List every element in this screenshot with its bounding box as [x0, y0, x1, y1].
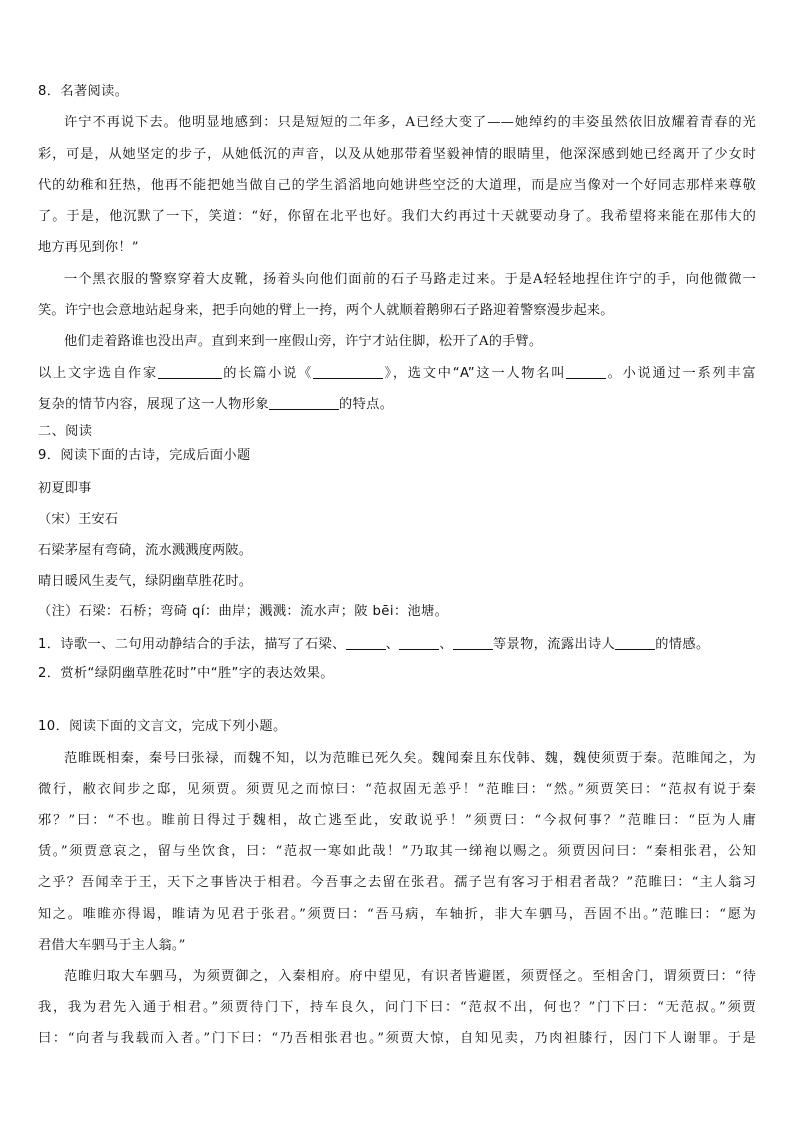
q9-sub1-text: 的情感。 — [655, 637, 710, 652]
q9-heading: 9．阅读下面的古诗，完成后面小题 — [38, 448, 251, 463]
q8-q-text: 复杂的情节内容，展现了这一人物形象 — [38, 397, 269, 412]
poem-line: 晴日暖风生麦气，绿阴幽草胜花时。 — [38, 574, 253, 589]
poem-note: （注）石梁：石桥；弯碕 qí：曲岸；溅溅：流水声；陂 bēi：池塘。 — [38, 604, 449, 619]
q10-p1-line: 君借大车驷马于主人翁。” — [38, 938, 186, 953]
section-heading: 二、阅读 — [38, 424, 93, 439]
q8-q-text: 》，选文中“A”这一人物名叫 — [383, 366, 567, 381]
q8-q-text: 以上文字选自作家 — [38, 366, 158, 381]
q10-p2-line: 我，我为君先入通于相君。”须贾待门下，持车良久，问门下曰：“范叔不出，何也？”门下曰：“无范叔。”须贾 — [38, 1000, 756, 1015]
q9-sub1-text: 、 — [385, 637, 400, 652]
answer-blank-scene[interactable] — [346, 636, 386, 650]
q10-p1-line: 邪？”曰：“不也。睢前日得过于魏相，故亡逃至此，安敢说乎！”须贾曰：“今叔何事？”范睢曰：“臣为人庸 — [38, 813, 756, 828]
q8-p1-line: 彩，可是，从她坚定的步子，从她低沉的声音，以及从她那带着坚毅神情的眼睛里，他深深感到她已经离开了少女时 — [38, 147, 756, 162]
q8-q-text: 的特点。 — [339, 397, 394, 412]
q8-heading: 8．名著阅读。 — [38, 84, 129, 99]
q8-q-text: 。小说通过一系列丰富 — [606, 366, 756, 381]
q8-question-line1 — [38, 365, 756, 382]
q8-question-line2 — [38, 396, 756, 413]
q8-p1-line: 地方再见到你！” — [38, 240, 139, 255]
q10-p1-line: 范睢既相秦，秦号曰张禄，而魏不知，以为范睢已死久矣。魏闻秦且东伐韩、魏，魏使须贾于秦。范睢闻之，为 — [64, 751, 756, 766]
q8-p2-line: 一个黑衣服的警察穿着大皮靴，扬着头向他们面前的石子马路走过来。于是A轻轻地捏住许宁的手，向他微微一 — [64, 272, 756, 287]
q8-p2-line: 笑。许宁也会意地站起身来，把手向她的臂上一挎，两个人就顺着鹅卵石子路迎着警察漫步起来。 — [38, 303, 614, 318]
poem-title: 初夏即事 — [38, 481, 92, 496]
q10-p1-line: 赁。”须贾意哀之，留与坐饮食，曰：“范叔一寒如此哉！”乃取其一绨袍以赐之。须贾因问曰：“秦相张君，公知 — [38, 844, 756, 859]
poem-line: 石梁茅屋有弯碕，流水溅溅度两陂。 — [38, 543, 253, 558]
q9-sub1-text: 1．诗歌一、二句用动静结合的手法，描写了石梁、 — [38, 637, 346, 652]
answer-blank-author[interactable] — [158, 365, 222, 379]
answer-blank-trait[interactable] — [269, 396, 339, 410]
q10-p2-line: 曰：“向者与我载而入者。”门下曰：“乃吾相张君也。”须贾大惊，自知见卖，乃肉袒膝行，因门下人谢罪。于是 — [38, 1031, 756, 1046]
q9-sub1-text: 等景物，流露出诗人 — [492, 637, 616, 652]
q10-p1-line: 微行，敝衣间步之邸，见须贾。须贾见之而惊曰：“范叔固无恙乎！”范睢曰：“然。”须贾笑曰：“范叔有说于秦 — [38, 782, 756, 797]
q9-sub2: 2．赏析“绿阴幽草胜花时”中“胜”字的表达效果。 — [38, 666, 334, 681]
q8-p1-line: 许宁不再说下去。他明显地感到：只是短短的二年多，A已经大变了——她绰约的丰姿虽然依旧放耀着青春的光 — [64, 115, 756, 130]
answer-blank-scene[interactable] — [399, 636, 439, 650]
q10-p1-line: 知之。唯睢亦得谒，睢请为见君于张君。”须贾曰：“吾马病，车轴折，非大车驷马，吾固不出。”范睢曰：“愿为 — [38, 907, 756, 922]
q8-p1-line: 了。于是，他沉默了一下，笑道：“好，你留在北平也好。我们大约再过十天就要动身了。我希望将来能在那伟大的 — [38, 209, 756, 224]
q10-p1-line: 之乎？吾闻幸于王，天下之事皆决于相君。今吾事之去留在张君。孺子岂有客习于相君者哉？”范睢曰：“主人翁习 — [38, 875, 756, 890]
q10-p2-line: 范睢归取大车驷马，为须贾御之，入秦相府。府中望见，有识者皆避匿，须贾怪之。至相舍门，谓须贾曰：“待 — [64, 969, 756, 984]
q8-q-text: 的长篇小说《 — [221, 366, 314, 381]
q9-sub1-text: 、 — [439, 637, 453, 652]
answer-blank-novel[interactable] — [313, 365, 383, 379]
q10-heading: 10．阅读下面的文言文，完成下列小题。 — [38, 719, 287, 734]
answer-blank-scene[interactable] — [453, 636, 493, 650]
poem-author: （宋）王安石 — [38, 512, 119, 527]
q8-passage-p3: 他们走着路谁也没出声。直到来到一座假山旁，许宁才站住脚，松开了A的手臂。 — [64, 334, 543, 349]
answer-blank-name[interactable] — [566, 365, 606, 379]
q8-p1-line: 代的幼稚和狂热，他再不能把她当做自己的学生滔滔地向她讲些空泛的大道理，而是应当像对一个好同志那样来尊敬 — [38, 178, 756, 193]
q9-sub1 — [38, 636, 756, 653]
answer-blank-emotion[interactable] — [615, 636, 655, 650]
